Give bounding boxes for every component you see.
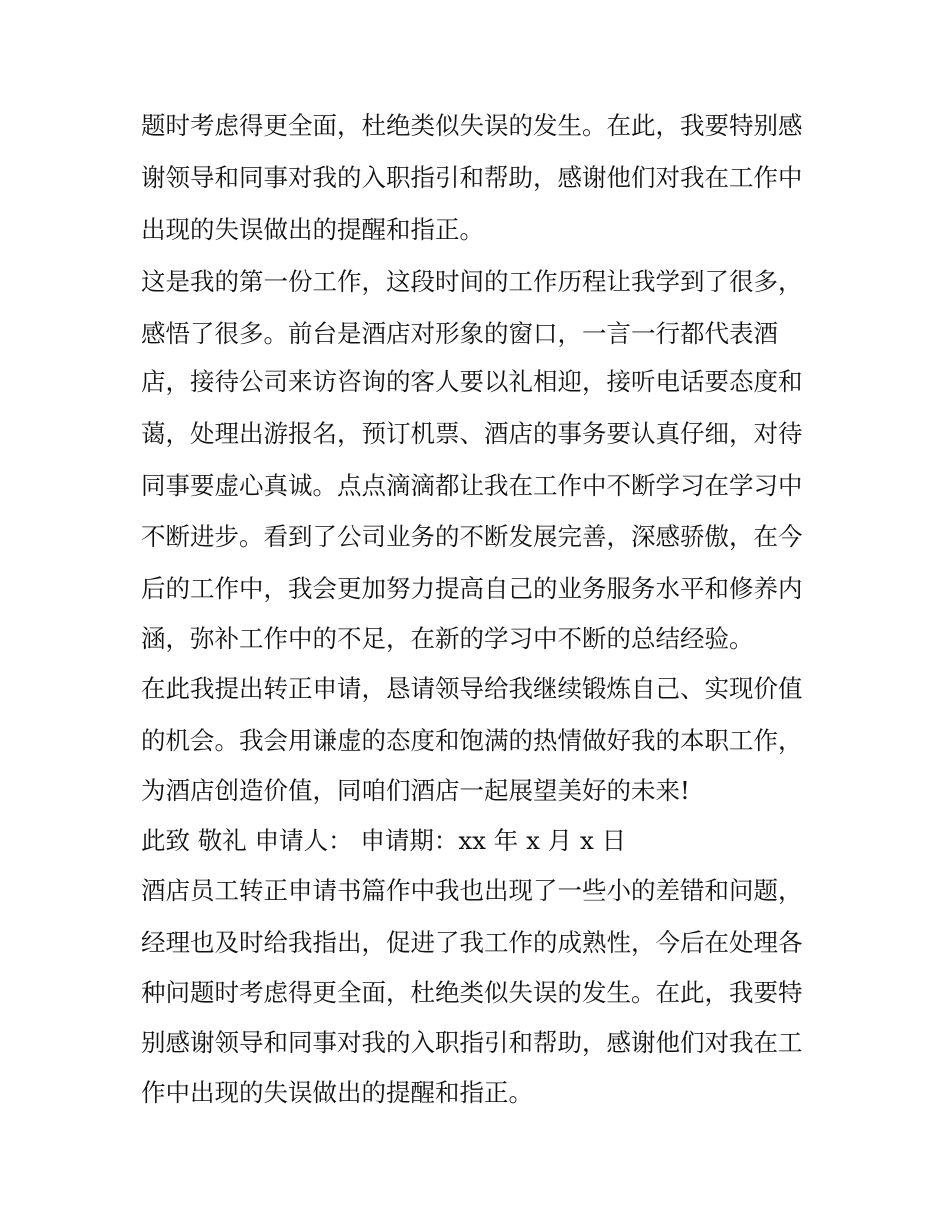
text-line-20: 作中出现的失误做出的提醒和指正。 xyxy=(141,1078,533,1107)
text-line-16: 酒店员工转正申请书篇作中我也出现了一些小的差错和问题， xyxy=(141,876,803,905)
text-line-10: 后的工作中，我会更加努力提高自己的业务服务水平和修养内 xyxy=(141,574,803,603)
text-line-9: 不断进步。看到了公司业务的不断发展完善，深感骄傲，在今 xyxy=(141,522,803,551)
text-line-13: 的机会。我会用谦虚的态度和饱满的热情做好我的本职工作， xyxy=(141,726,803,755)
text-line-17: 经理也及时给我指出，促进了我工作的成熟性，今后在处理各 xyxy=(141,928,803,957)
text-line-19: 别感谢领导和同事对我的入职指引和帮助，感谢他们对我在工 xyxy=(141,1028,803,1057)
text-line-12: 在此我提出转正申请，恳请领导给我继续锻炼自己、实现价值 xyxy=(141,674,803,703)
text-line-18: 种问题时考虑得更全面，杜绝类似失误的发生。在此，我要特 xyxy=(141,978,803,1007)
text-line-1: 题时考虑得更全面，杜绝类似失误的发生。在此，我要特别感 xyxy=(141,111,803,140)
text-line-4: 这是我的第一份工作，这段时间的工作历程让我学到了很多， xyxy=(141,267,803,296)
text-line-6: 店，接待公司来访咨询的客人要以礼相迎，接听电话要态度和 xyxy=(141,367,803,396)
text-line-15: 此致 敬礼 申请人： 申请期：xx 年 x 月 x 日 xyxy=(141,826,627,855)
text-line-11: 涵，弥补工作中的不足，在新的学习中不断的总结经验。 xyxy=(141,624,754,653)
text-line-8: 同事要虚心真诚。点点滴滴都让我在工作中不断学习在学习中 xyxy=(141,471,803,500)
text-line-3: 出现的失误做出的提醒和指正。 xyxy=(141,215,484,244)
text-line-7: 蔼，处理出游报名，预订机票、酒店的事务要认真仔细，对待 xyxy=(141,419,803,448)
text-line-5: 感悟了很多。前台是酒店对形象的窗口，一言一行都代表酒 xyxy=(141,319,778,348)
text-line-14: 为酒店创造价值，同咱们酒店一起展望美好的未来! xyxy=(141,776,690,805)
text-line-2: 谢领导和同事对我的入职指引和帮助，感谢他们对我在工作中 xyxy=(141,163,803,192)
